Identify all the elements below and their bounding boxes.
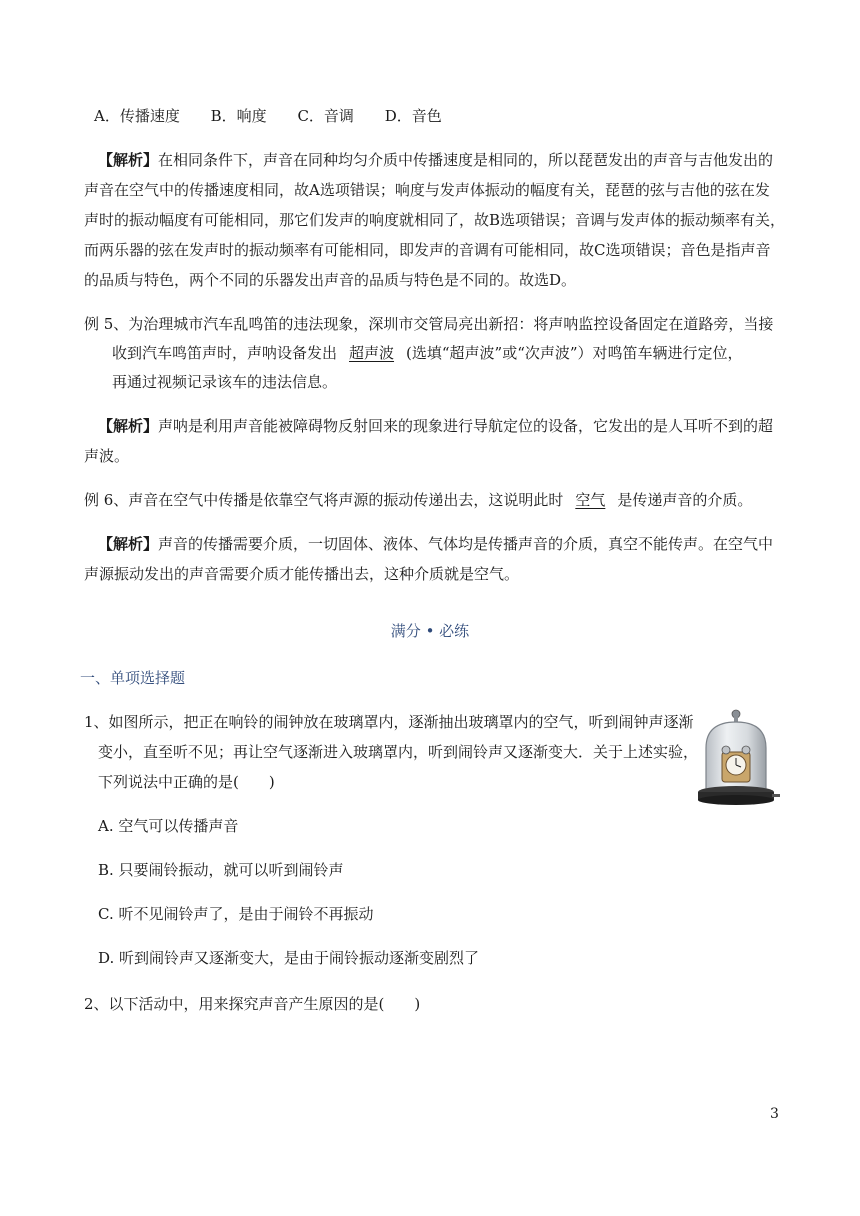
analysis-6-line-1: 【解析】声音的传播需要介质，一切固体、液体、气体均是传播声音的介质，真空不能传声。在空气中 bbox=[98, 535, 774, 553]
example-5-line-1: 例 5、为治理城市汽车乱鸣笛的违法现象，深圳市交管局亮出新招：将声呐监控设备固定在道路旁，当接 bbox=[84, 315, 774, 333]
question-1-option-d: D. 听到闹铃声又逐渐变大，是由于闹铃振动逐渐变剧烈了 bbox=[98, 949, 480, 967]
analysis-4-line-4: 而两乐器的弦在发声时的振动频率有可能相同，即发声的音调有可能相同，故C选项错误；音色是指声音 bbox=[84, 241, 771, 259]
question-1-option-a: A. 空气可以传播声音 bbox=[98, 817, 239, 835]
answer-blank: 空气 bbox=[575, 491, 606, 509]
answer-blank: 超声波 bbox=[349, 344, 395, 362]
example-5-line-2: 收到汽车鸣笛声时，声呐设备发出 超声波 (选填“超声波”或“次声波”）对鸣笛车辆进行定位， bbox=[112, 344, 743, 362]
bell-jar-alarm-clock-image bbox=[692, 708, 782, 808]
question-1-line-2: 变小，直至听不见；再让空气逐渐进入玻璃罩内，听到闹铃声又逐渐变大．关于上述实验， bbox=[98, 743, 699, 761]
analysis-6-line-2: 声源振动发出的声音需要介质才能传播出去，这种介质就是空气。 bbox=[84, 565, 520, 583]
example-5-line-3: 再通过视频记录该车的违法信息。 bbox=[112, 373, 338, 391]
section-title: 满分 • 必练 bbox=[390, 622, 470, 640]
question-1-option-c: C. 听不见闹铃声了，是由于闹铃不再振动 bbox=[98, 905, 374, 923]
page-number: 3 bbox=[770, 1106, 779, 1122]
analysis-5-line-2: 声波。 bbox=[84, 447, 130, 465]
example-6-line: 例 6、声音在空气中传播是依靠空气将声源的振动传递出去，这说明此时 空气 是传递声音的介质。 bbox=[84, 491, 753, 509]
option-a: A．传播速度 bbox=[94, 107, 180, 125]
analysis-4-line-3: 声时的振动幅度有可能相同，那它们发声的响度就相同了，故B选项错误；音调与发声体的振动频率有关， bbox=[84, 211, 786, 229]
question-1-line-3: 下列说法中正确的是( ) bbox=[98, 773, 275, 791]
option-b: B．响度 bbox=[210, 107, 267, 125]
part-title: 一、单项选择题 bbox=[80, 669, 186, 687]
analysis-4-line-5: 的品质与特色，两个不同的乐器发出声音的品质与特色是不同的。故选D。 bbox=[84, 271, 577, 289]
analysis-label: 【解析】 bbox=[98, 151, 159, 169]
question-2-line-1: 2、以下活动中，用来探究声音产生原因的是( ) bbox=[84, 995, 421, 1013]
question-1-option-b: B. 只要闹铃振动，就可以听到闹铃声 bbox=[98, 861, 344, 879]
analysis-4-line-1: 【解析】在相同条件下，声音在同种均匀介质中传播速度是相同的，所以琵琶发出的声音与吉他发出的 bbox=[98, 151, 774, 169]
question-4-options bbox=[94, 106, 468, 126]
question-1-line-1: 1、如图所示，把正在响铃的闹钟放在玻璃罩内，逐渐抽出玻璃罩内的空气，听到闹钟声逐渐 bbox=[84, 713, 694, 731]
analysis-5-line-1: 【解析】声呐是利用声音能被障碍物反射回来的现象进行导航定位的设备，它发出的是人耳听不到的超 bbox=[98, 417, 774, 435]
option-d: D．音色 bbox=[384, 107, 442, 125]
option-c: C．音调 bbox=[297, 107, 354, 125]
analysis-4-line-2: 声音在空气中的传播速度相同，故A选项错误；响度与发声体振动的幅度有关，琵琶的弦与吉他的弦在发 bbox=[84, 181, 770, 199]
